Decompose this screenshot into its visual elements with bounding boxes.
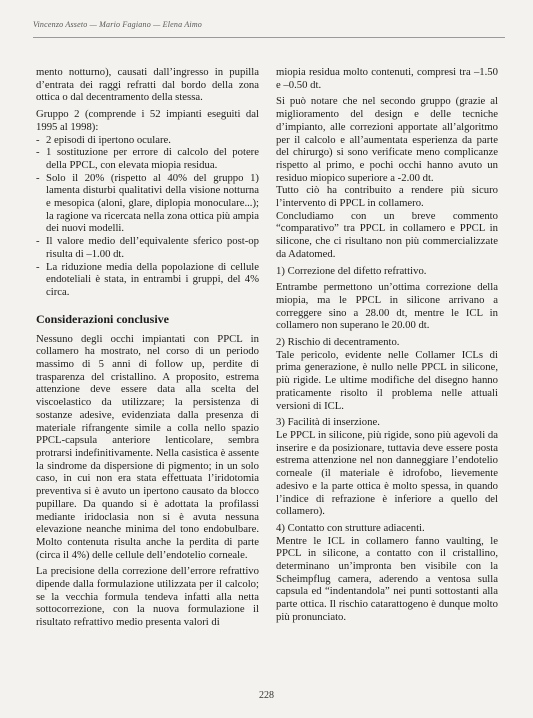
numbered-heading: 4) Contatto con strutture adiacenti. bbox=[276, 521, 425, 534]
paragraph: Entrambe permettono un’ottima correzione della miopia, ma le PPCL in silicone arrivano a correggere sino a 28.00 dt, mentre le ICL in collamero non superano le 20.00 dt. bbox=[276, 281, 498, 332]
numbered-heading: 3) Facilità di inserzione. bbox=[276, 416, 380, 429]
paragraph: Tutto ciò ha contribuito a rendere più sicuro l’intervento di PPCL in collamero. bbox=[276, 184, 498, 210]
paragraph: La precisione della correzione dell’errore refrattivo dipende dalla formulazione utilizzata per il calcolo; se la vecchia formula tendeva infatti alla netta sottocorrezione, con la nuova formulazione il risultato refrattivo medio presenta valori di bbox=[36, 565, 259, 629]
page-number: 228 bbox=[259, 690, 274, 701]
right-column bbox=[276, 66, 498, 628]
section-heading: Considerazioni conclusive bbox=[36, 311, 170, 326]
header-rule bbox=[33, 37, 505, 38]
paragraph: Mentre le ICL in collamero fanno vaulting, le PPCL in silicone, a contatto con il cristallino, determinano un’impronta ben visibile con la Scheimpflug camera, aderendo a ventosa sulla capsula ed “indentandola” nei punti sottostanti alla parte ottica. Il rischio catarattogeno è dunque molto più pronunciato. bbox=[276, 534, 498, 623]
list-item: - 2 episodi di ipertono oculare. bbox=[36, 134, 259, 147]
group-2-list bbox=[36, 134, 259, 299]
running-head: Vincenzo Asseto — Mario Fagiano — Elena Aimo bbox=[33, 20, 203, 29]
paragraph: mento notturno), causati dall’ingresso in pupilla d’entrata dei raggi refratti dal bordo della zona ottica o dal decentramento della stessa. bbox=[36, 66, 259, 104]
left-column bbox=[36, 66, 259, 633]
list-item: - Solo il 20% (rispetto al 40% del gruppo 1) lamenta disturbi qualitativi della visione notturna e mesopica (aloni, glare, diplopia monoculare...); la ragione va ricercata nella zona ottica più ampia dei nuovi modelli. bbox=[36, 172, 259, 236]
paragraph: Concludiamo con un breve commento “comparativo” tra PPCL in collamero e PPCL in silicone, che ci risultano non più commercializzate da Adatomed. bbox=[276, 209, 498, 260]
numbered-heading: 2) Rischio di decentramento. bbox=[276, 336, 400, 349]
list-item: - Il valore medio dell’equivalente sferico post-op risulta di –1.00 dt. bbox=[36, 235, 259, 260]
numbered-heading: 1) Correzione del difetto refrattivo. bbox=[276, 264, 427, 277]
list-item: - 1 sostituzione per errore di calcolo del potere della PPCL, con elevata miopia residua. bbox=[36, 146, 259, 171]
list-item: - La riduzione media della popolazione di cellule endoteliali è stata, in entrambi i gruppi, del 4% circa. bbox=[36, 261, 259, 299]
paragraph: Le PPCL in silicone, più rigide, sono più agevoli da inserire e da posizionare, tuttavia deve essere posta estrema attenzione nel non danneggiare l’endotelio corneale (il materiale è idrofobo, lievemente adesivo e la parte ottica è molto spessa, in quando l’indice di refrazione è inferiore a quello del collamero). bbox=[276, 428, 498, 518]
paragraph: Tale pericolo, evidente nelle Collamer ICLs di prima generazione, è nullo nelle PPCL in silicone, più rigide. Le ultime modifiche del disegno hanno praticamente risolto il problema nelle attuali versioni di ICL. bbox=[276, 348, 498, 412]
paragraph: Nessuno degli occhi impiantati con PPCL in collamero ha mostrato, nel corso di un periodo massimo di 5 anni di follow up, perdite di trasparenza del cristallino. A proposito, estrema attenzione deve essere data alla scelta del viscoelastico da utilizzare; la persistenza di sostanze adesive, evidenziata dalla presenza di materiale rifrangente simile a colla nello spazio PPCL-capsula anteriore lenticolare, sembra protrarsi indefinitivamente. Nella casistica è assente la sindrome da dispersione di pigmento; in un solo caso, in cui non era stata effettuata l’iridotomia preventiva si è avuto un ipertono causato da blocco pupillare. Da quando si è adottata la profilassi mediante iridoclasia non si è avuta nessuna elevazione neanche minima del tono endobulbare. Molto contenuta risulta anche la perdita di parte (circa il 4%) delle cellule dell’endotelio corneale. bbox=[36, 332, 259, 561]
paragraph: Si può notare che nel secondo gruppo (grazie al miglioramento del design e delle tecniche d’impianto, alle correzioni apportate all’algoritmo per il calcolo e all’aumentata esperienza da parte del chirurgo) si sono verificate meno complicanze rispetto al primo, e pochi occhi hanno avuto un residuo miopico superiore a -2.00 dt. bbox=[276, 95, 498, 184]
paragraph: miopia residua molto contenuti, compresi tra –1.50 e –0.50 dt. bbox=[276, 66, 498, 91]
paragraph: Gruppo 2 (comprende i 52 impianti eseguiti dal 1995 al 1998): bbox=[36, 108, 259, 133]
